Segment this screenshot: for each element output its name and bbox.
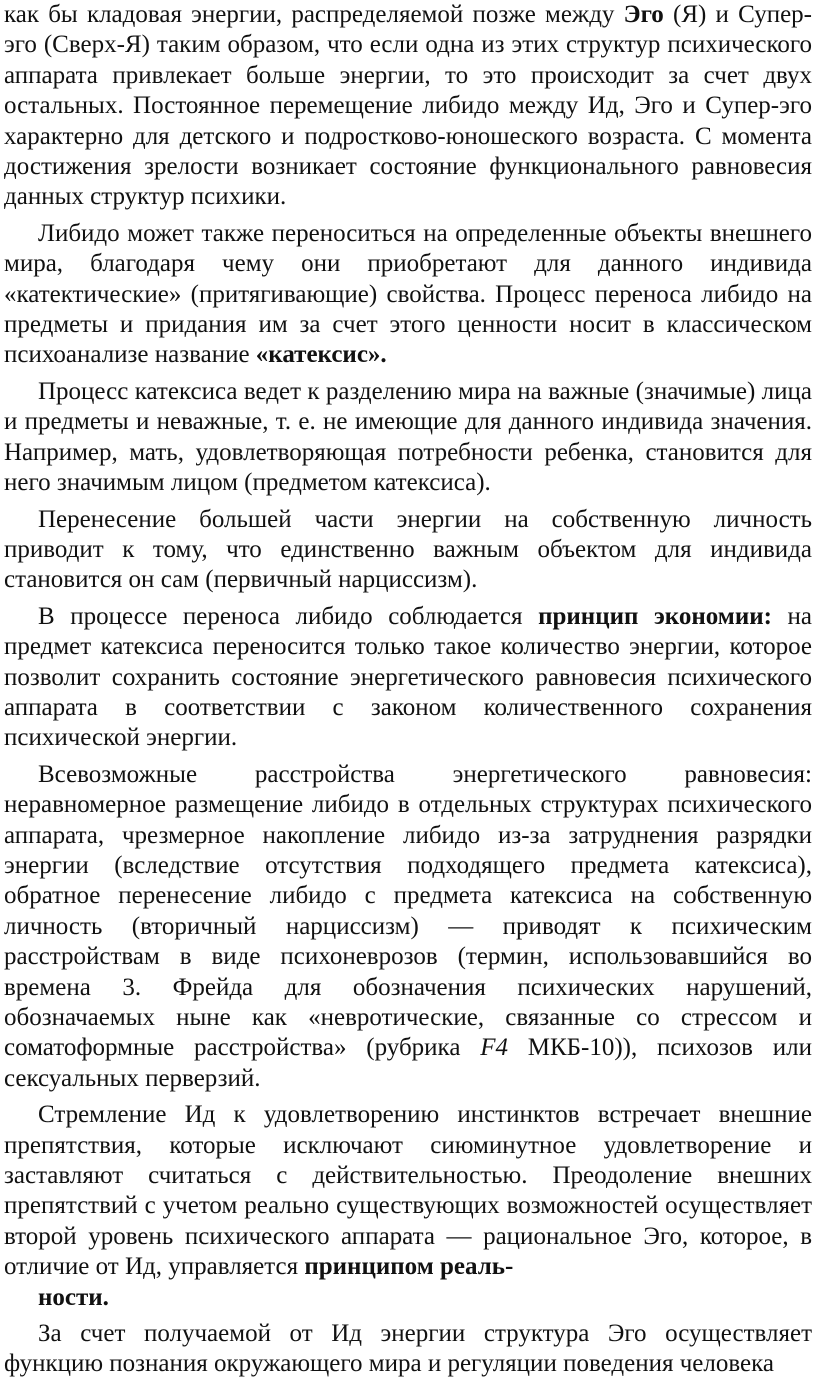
paragraph-reality-principle: [4, 1100, 812, 1282]
text-run: Перенесение большей части энергии на собственную личность приводит к тому, что единственно важным объектом для индивида становится он сам (первичный нарциссизм).: [4, 505, 812, 594]
paragraph-energy-distribution: [4, 0, 812, 213]
paragraph-energy-disorders: [4, 760, 812, 1094]
text-run: Процесс катексиса ведет к разделению мира на важные (значимые) лица и предметы и неважные, т. е. не имеющие для данного индивида значения. Например, мать, удовлетворяющая потребности ребенка, становится для него значимым лицом (предметом катексиса).: [4, 377, 812, 497]
text-run: За счет получаемой от Ид энергии структура Эго осуществляет функцию познания окружающего мира и регуляции поведения человека: [4, 1320, 812, 1378]
text-run: В процессе переноса либидо соблюдается: [38, 602, 539, 630]
paragraph-ego-function: [4, 1319, 812, 1380]
text-run: МКБ-10)), психозов или сексуальных перверзий.: [4, 1034, 812, 1092]
term-economy-principle: принцип экономии:: [538, 602, 772, 630]
text-run: как бы кладовая энергии, распределяемой позже между: [4, 1, 624, 28]
term-cathexis: «катексис».: [255, 341, 387, 369]
paragraph-libido-transfer: [4, 219, 812, 371]
text-run: (Я) и Супер-эго (Сверх-Я) таким образом, что если одна из этих структур психического аппарата привлекает больше энергии, то это происходит за счет двух остальных. Постоянное перемещение либидо между Ид, Эго и Супер-эго характерно для детского и подростково-юношеского возраста. С момента достижения зрелости возникает состояние функционального равновесия данных структур психики.: [4, 1, 812, 211]
term-f4: F4: [480, 1034, 508, 1062]
text-run: Всевозможные расстройства энергетического равновесия: неравномерное размещение либидо в отдельных структурах психического аппарата, чрезмерное накопление либидо из-за затруднения разрядки энергии (вследствие отсутствия подходящего предмета катексиса), обратное перенесение либидо с предмета катексиса на собственную личность (вторичный нарциссизм) — приводят к психическим расстройствам в виде психоневрозов (термин, использовавшийся во времена 3. Фрейда для обозначения психических нарушений, обозначаемых ныне как «невротические, связанные со стрессом и соматоформные расстройства» (рубрика: [4, 760, 812, 1062]
paragraph-cathexis-process: [4, 377, 812, 499]
paragraph-economy-principle: [4, 602, 812, 754]
term-reality-principle: принципом реаль-: [304, 1253, 514, 1281]
text-run: Стремление Ид к удовлетворению инстинктов встречает внешние препятствия, которые исключают сиюминутное удовлетворение и заставляют считаться с действительностью. Преодоление внешних препятствий с учетом реально существующих возможностей осуществляет второй уровень психического аппарата — рациональное Эго, которое, в отличие от Ид, управляется: [4, 1101, 812, 1281]
text-run: на предмет катексиса переносится только такое количество энергии, которое позволит сохранить состояние энергетического равновесия психического аппарата в соответствии с законом количественного сохранения психической энергии.: [4, 602, 812, 752]
paragraph-primary-narcissism: [4, 505, 812, 596]
term-reality-principle-continued: ности.: [38, 1283, 109, 1311]
term-ego: Эго: [623, 1, 664, 28]
document-page: [4, 0, 812, 1386]
text-run: Либидо может также переноситься на определенные объекты внешнего мира, благодаря чему они приобретают для данного индивида «катектические» (притягивающие) свойства. Процесс переноса либидо на предметы и придания им за счет этого ценности носит в классическом психоанализе название: [4, 219, 812, 369]
